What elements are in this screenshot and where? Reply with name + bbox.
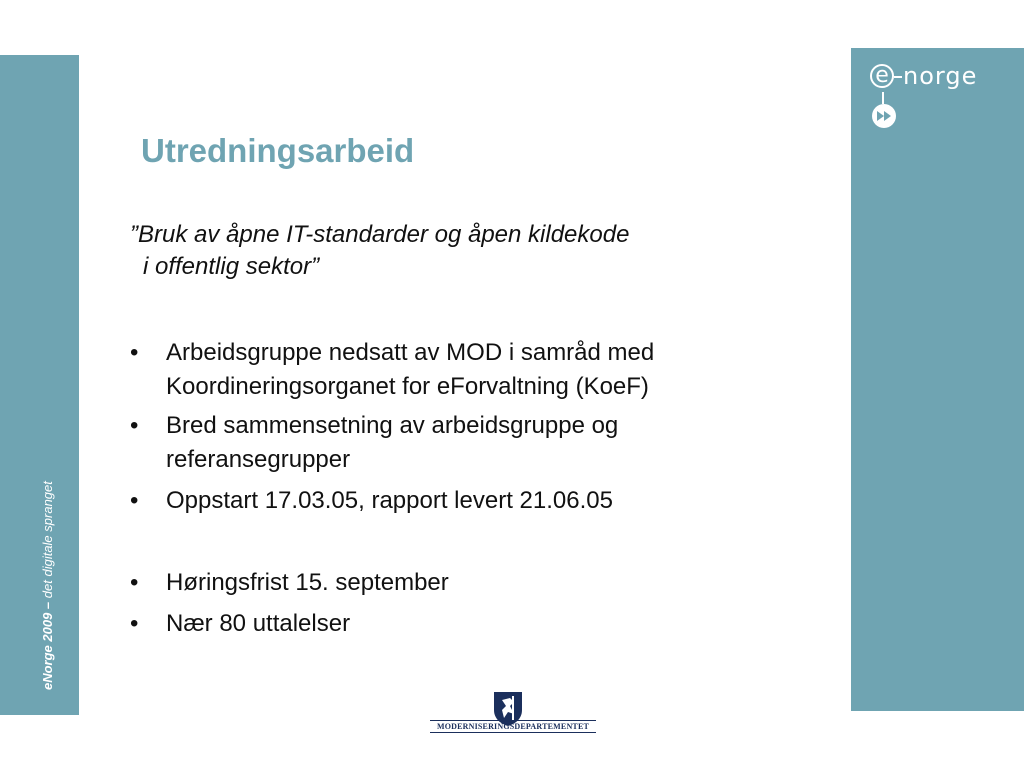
logo-letter: e xyxy=(875,63,889,88)
ministry-name: MODERNISERINGSDEPARTEMENTET xyxy=(430,720,596,733)
quote-line-1: ”Bruk av åpne IT-standarder og åpen kildekode xyxy=(130,221,630,248)
bullet-text-line: Koordineringsorganet for eForvaltning (KoeF) xyxy=(166,373,649,400)
logo-stem xyxy=(882,92,884,104)
brand-tagline: det digitale spranget xyxy=(40,481,55,602)
bullet-text-line: Bred sammensetning av arbeidsgruppe og xyxy=(166,412,619,439)
quote-line-2: i offentlig sektor” xyxy=(143,253,320,280)
bullet-text-line: Nær 80 uttalelser xyxy=(166,610,351,637)
bullet-text-line: referansegrupper xyxy=(166,446,351,473)
bullet-text-line: Arbeidsgruppe nedsatt av MOD i samråd med xyxy=(166,339,655,366)
fast-forward-icon xyxy=(872,104,896,128)
bullet-icon: • xyxy=(130,487,139,514)
fast-forward-button[interactable] xyxy=(872,104,896,128)
right-sidebar-bar xyxy=(851,48,1024,711)
bullet-icon: • xyxy=(130,569,139,596)
logo-dash xyxy=(894,76,902,78)
bullet-text-line: Oppstart 17.03.05, rapport levert 21.06.05 xyxy=(166,487,613,514)
bullet-icon: • xyxy=(130,610,139,637)
logo-word: norge xyxy=(903,62,978,90)
bullet-icon: • xyxy=(130,339,139,366)
bullet-icon: • xyxy=(130,412,139,439)
brand-bold: eNorge 2009 – xyxy=(40,601,55,690)
bullet-text-line: Høringsfrist 15. september xyxy=(166,569,449,596)
slide-title: Utredningsarbeid xyxy=(141,132,415,169)
enorge-logo xyxy=(870,62,1000,96)
sidebar-brand-text xyxy=(40,481,55,690)
slide-quote xyxy=(130,219,830,283)
